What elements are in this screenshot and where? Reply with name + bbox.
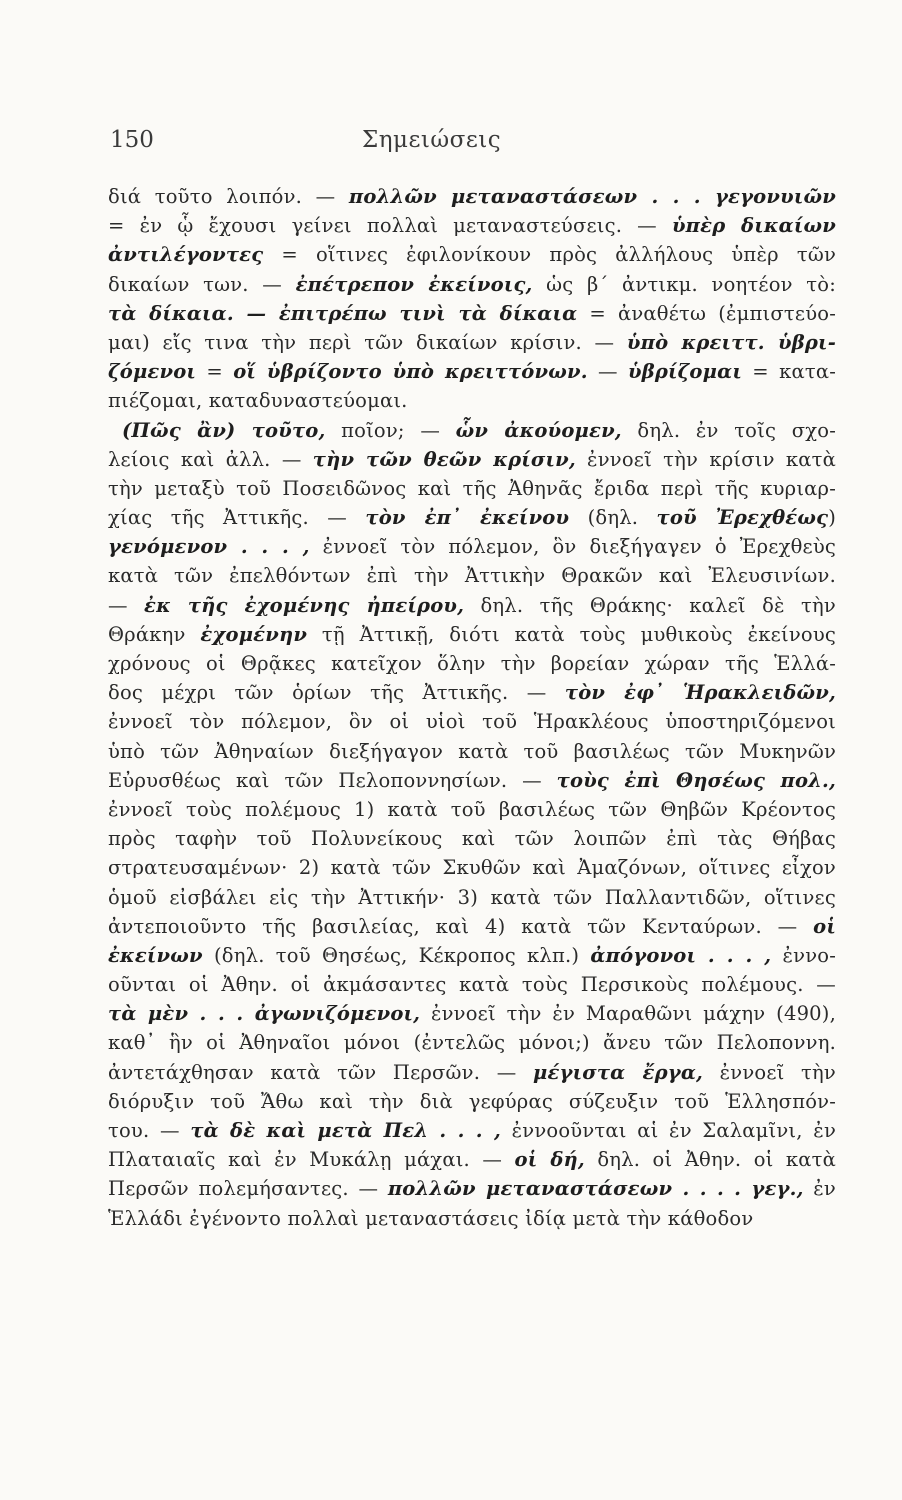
text-line <box>108 357 836 386</box>
lemma-text: οἱ δή, <box>514 1148 585 1172</box>
text-line <box>108 386 836 415</box>
lemma-text: ἐπέτρεπον ἐκείνοις, <box>295 272 533 296</box>
note-text: = κατα- <box>741 360 836 384</box>
note-text: Περσῶν πολεμήσαντες. — <box>108 1177 388 1201</box>
note-text: κατὰ τῶν ἐπελθόντων ἐπὶ τὴν Ἀττικὴν Θρακῶν καὶ Ἐλευσινίων. <box>108 564 836 588</box>
text-line <box>108 211 836 240</box>
lemma-text: τὰ μὲν . . . ἀγωνιζόμενοι, <box>108 1002 421 1026</box>
page-number: 150 <box>110 127 154 153</box>
text-line <box>108 474 836 503</box>
note-text: χρόνους οἱ Θρᾷκες κατεῖχον ὅλην τὴν βορείαν χώραν τῆς Ἑλλά- <box>108 652 836 675</box>
note-text: λείοις καὶ ἀλλ. — <box>108 447 313 471</box>
note-text: ὑπὸ τῶν Ἀθηναίων διεξήγαγον κατὰ τοῦ βασιλέως τῶν Μυκηνῶν <box>108 739 836 763</box>
note-text: ) <box>828 506 837 530</box>
lemma-text: τοῦ Ἐρεχθέως <box>656 506 829 530</box>
text-line <box>108 445 836 474</box>
lemma-text: πολλῶν μεταναστάσεων . . . . γεγ., <box>387 1177 804 1201</box>
lemma-text: τὸν ἐπ᾽ ἐκείνου <box>365 506 570 530</box>
text-line <box>108 299 836 328</box>
page-header <box>0 127 902 163</box>
lemma-text: ὧν ἀκούομεν, <box>455 418 622 442</box>
lemma-text: τὸν ἐφ᾽ Ἡρακλειδῶν, <box>564 681 836 705</box>
notes-body <box>108 182 836 1233</box>
text-line <box>108 620 836 649</box>
text-line <box>108 766 836 795</box>
text-line <box>108 941 836 970</box>
lemma-text: ὑπὲρ δικαίων <box>671 214 836 238</box>
text-line <box>108 503 836 532</box>
note-text: = ἐν ᾧ ἔχουσι γείνει πολλαὶ μεταναστεύσεις. — <box>108 214 672 238</box>
note-text: Πλαταιαῖς καὶ ἐν Μυκάλῃ μάχαι. — <box>108 1148 515 1172</box>
text-line <box>108 999 836 1028</box>
lemma-text: τὰ δίκαια. — ἐπιτρέπω τινὶ τὰ δίκαια <box>108 301 578 325</box>
lemma-text: τοὺς ἐπὶ Θησέως πολ., <box>556 768 837 792</box>
lemma-text: οἵ ὑβρίζοντο ὑπὸ κρειττόνων. <box>233 360 588 384</box>
note-text: πιέζομαι, καταδυναστεύομαι. <box>108 389 408 413</box>
lemma-text: (Πῶς ἂν) τοῦτο, <box>122 418 326 442</box>
lemma-text: ἀντιλέγοντες <box>108 243 264 267</box>
note-text: ἐννοεῖ τὴν <box>703 1060 836 1084</box>
note-text: ἐννοεῖ τοὺς πολέμους 1) κατὰ τοῦ βασιλέως τῶν Θηβῶν Κρέοντος <box>108 797 836 821</box>
lemma-text: γενόμενον . . . , <box>108 535 310 559</box>
note-text: ἐννοεῖ τὴν ἐν Μαραθῶνι μάχην (490), <box>420 1002 836 1026</box>
note-text: καθ᾽ ἣν οἱ Ἀθηναῖοι μόνοι (ἐντελῶς μόνοι;) ἄνευ τῶν Πελοποννη. <box>108 1031 836 1055</box>
lemma-text: ἐκ τῆς ἐχομένης ἠπείρου, <box>144 593 465 617</box>
text-line <box>108 883 836 912</box>
note-text: ἀντεποιοῦντο τῆς βασιλείας, καὶ 4) κατὰ τῶν Κενταύρων. — <box>108 914 814 938</box>
note-text: δικαίων των. — <box>108 272 296 296</box>
text-line <box>108 1204 836 1233</box>
text-line <box>108 912 836 941</box>
note-text: = οἵτινες ἐφιλονίκουν πρὸς ἀλλήλους ὑπὲρ τῶν <box>263 243 836 267</box>
text-line <box>108 270 836 299</box>
note-text: ἐννοεῖ τὸν πόλεμον, ὃν οἱ υἱοὶ τοῦ Ἡρακλέους ὑποστηριζόμενοι <box>108 710 836 734</box>
note-text: — <box>108 593 145 617</box>
text-line <box>108 678 836 707</box>
note-text: ποῖον; — <box>325 418 456 442</box>
text-line <box>108 707 836 736</box>
note-text: ἐν <box>803 1177 836 1201</box>
note-text: Ἑλλάδι ἐγένοντο πολλαὶ μεταναστάσεις ἰδίᾳ μετὰ τὴν κάθοδον <box>108 1206 754 1230</box>
text-line <box>108 1087 836 1116</box>
note-text: χίας τῆς Ἀττικῆς. — <box>108 506 366 530</box>
lemma-text: ζόμενοι <box>108 360 197 384</box>
note-text: Θράκην <box>108 622 201 646</box>
running-title: Σημειώσεις <box>362 127 502 153</box>
text-line <box>108 1028 836 1057</box>
note-text: (δηλ. τοῦ Θησέως, Κέκροπος κλπ.) <box>202 943 591 967</box>
note-text: στρατευσαμένων· 2) κατὰ τῶν Σκυθῶν καὶ Ἀμαζόνων, οἵτινες εἶχον <box>108 856 836 880</box>
note-text: ἐννοεῖ τὴν κρίσιν κατὰ <box>575 447 836 471</box>
lemma-text: ὑβρίζομαι <box>628 360 742 384</box>
text-line <box>108 182 836 211</box>
note-text: — <box>587 360 628 384</box>
text-line <box>108 649 836 678</box>
note-text: οῦνται οἱ Ἀθην. οἱ ἀκμάσαντες κατὰ τοὺς Περσικοὺς πολέμους. — <box>108 973 836 997</box>
note-text: τῇ Ἀττικῇ, διότι κατὰ τοὺς μυθικοὺς ἐκείνους <box>307 622 836 646</box>
note-text: ὁμοῦ εἰσβάλει εἰς τὴν Ἀττικήν· 3) κατὰ τῶν Παλλαντιδῶν, οἵτινες <box>108 885 836 909</box>
text-line <box>108 591 836 620</box>
note-text: του. — <box>108 1119 191 1142</box>
lemma-text: ἀπόγονοι . . . , <box>590 943 772 967</box>
note-text: = <box>196 360 234 384</box>
note-text: (δηλ. <box>569 506 657 530</box>
note-text: ἐννοοῦνται αἱ ἐν Σαλαμῖνι, ἐν <box>501 1119 836 1142</box>
note-text: ἐννοεῖ τὸν πόλεμον, ὃν διεξήγαγεν ὁ Ἐρεχθεὺς <box>309 535 837 559</box>
lemma-text: μέγιστα ἔργα, <box>533 1060 704 1084</box>
text-line <box>108 1116 836 1145</box>
lemma-text: τὰ δὲ καὶ μετὰ Πελ . . . , <box>190 1119 501 1142</box>
text-line <box>108 1058 836 1087</box>
note-text: πρὸς ταφὴν τοῦ Πολυνείκους καὶ τῶν λοιπῶν ἐπὶ τὰς Θήβας <box>108 827 836 851</box>
note-text: Εὐρυσθέως καὶ τῶν Πελοποννησίων. — <box>108 768 557 792</box>
text-line <box>108 853 836 882</box>
text-line <box>108 561 836 590</box>
note-text: μαι) εἴς τινα τὴν περὶ τῶν δικαίων κρίσιν. — <box>108 330 627 354</box>
note-text: διόρυξιν τοῦ Ἄθω καὶ τὴν διὰ γεφύρας σύζευξιν τοῦ Ἑλλησπόν- <box>108 1089 836 1113</box>
text-line <box>108 824 836 853</box>
text-line <box>108 1145 836 1174</box>
text-line <box>108 240 836 269</box>
note-text: = ἀναθέτω (ἐμπιστεύο- <box>577 301 836 325</box>
text-line <box>108 737 836 766</box>
note-text: δηλ. τῆς Θράκης· καλεῖ δὲ τὴν <box>464 593 836 617</box>
lemma-text: οἱ <box>813 914 836 938</box>
lemma-text: ἐχομένην <box>200 622 308 646</box>
note-text: δος μέχρι τῶν ὁρίων τῆς Ἀττικῆς. — <box>108 681 565 705</box>
text-line <box>108 328 836 357</box>
lemma-text: πολλῶν μεταναστάσεων . . . γεγονυιῶν <box>348 185 836 208</box>
lemma-text: ὑπὸ κρειττ. ὑβρι- <box>626 330 836 354</box>
note-text: δηλ. ἐν τοῖς σχο- <box>621 418 836 442</box>
text-line <box>108 1174 836 1203</box>
text-line <box>108 416 836 445</box>
note-text: δηλ. οἱ Ἀθην. οἱ κατὰ <box>584 1148 837 1172</box>
lemma-text: ἐκείνων <box>108 943 203 967</box>
lemma-text: τὴν τῶν θεῶν κρίσιν, <box>312 447 576 471</box>
note-text: διά τοῦτο λοιπόν. — <box>108 185 349 208</box>
note-text: ὡς β΄ ἀντικμ. νοητέον τὸ: <box>532 272 837 296</box>
note-text: ἀντετάχθησαν κατὰ τῶν Περσῶν. — <box>108 1060 533 1084</box>
text-line <box>108 532 836 561</box>
note-text: τὴν μεταξὺ τοῦ Ποσειδῶνος καὶ τῆς Ἀθηνᾶς ἔριδα περὶ τῆς κυριαρ- <box>108 476 836 500</box>
text-line <box>108 970 836 999</box>
note-text: ἐννο- <box>771 943 836 967</box>
text-line <box>108 795 836 824</box>
